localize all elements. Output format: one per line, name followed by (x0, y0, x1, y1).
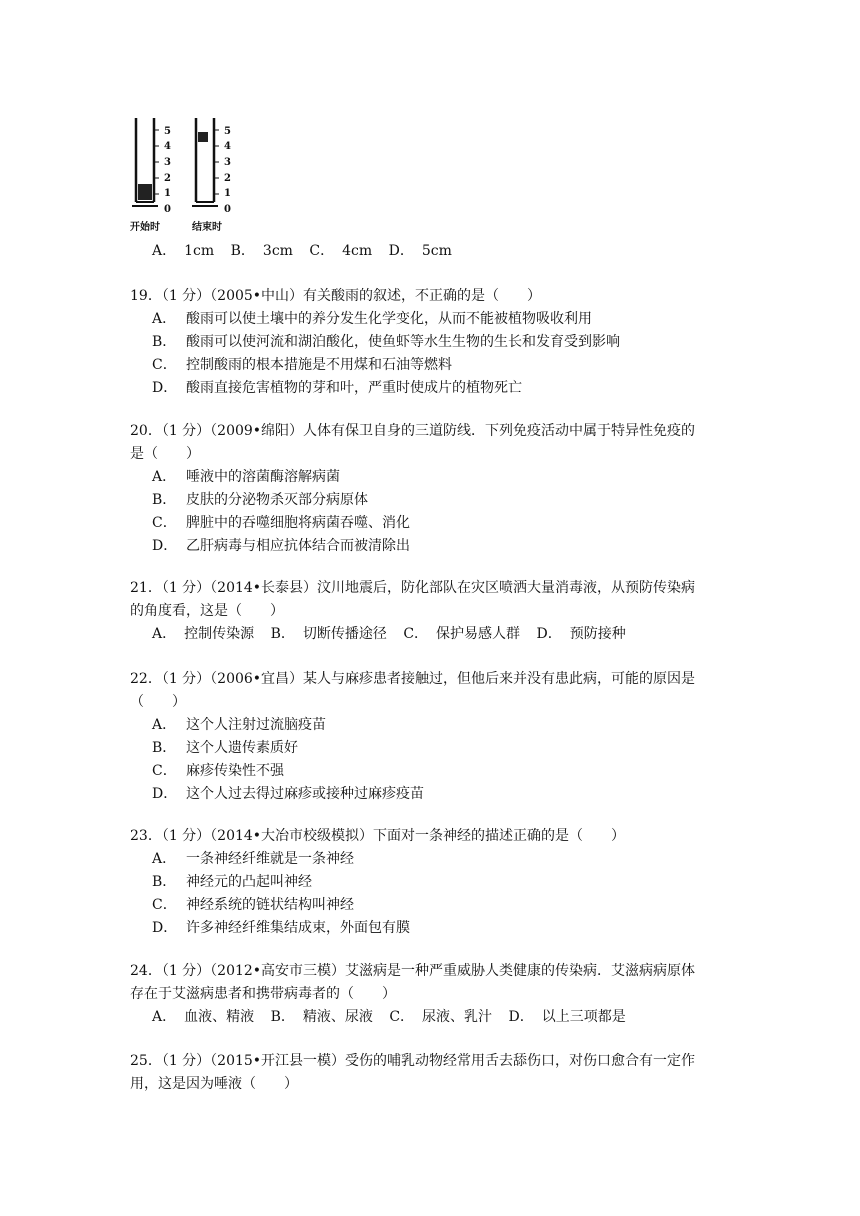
option-label: A． (152, 851, 177, 867)
question-stem: 用，这是因为唾液（ ） (130, 1076, 298, 1092)
question-stem: （ ） (130, 694, 186, 710)
question-24 (130, 960, 730, 1029)
option-label: A． (152, 243, 177, 259)
question-stem: 存在于艾滋病患者和携带病毒者的（ ） (130, 986, 396, 1002)
option-label: D． (152, 920, 178, 936)
option-text: 麻疹传染性不强 (186, 763, 284, 779)
question-stem: 23．（1 分）（2014•大冶市校级模拟）下面对一条神经的描述正确的是（ ） (130, 828, 626, 844)
option-label: B． (270, 1009, 295, 1025)
tube-end (192, 118, 231, 215)
question-stem: 的角度看，这是（ ） (130, 603, 284, 619)
option-text: 5cm (421, 243, 452, 259)
option-label: C． (152, 897, 177, 913)
option-label: A． (152, 717, 177, 733)
option-label: A． (152, 469, 177, 485)
scale-label: 4 (164, 141, 171, 152)
option-label: C． (309, 243, 335, 259)
question-21 (130, 577, 730, 646)
option-text: 以上三项都是 (541, 1009, 626, 1025)
option-text: 酸雨可以使土壤中的养分发生化学变化，从而不能被植物吸收利用 (186, 311, 592, 327)
option-text: 神经元的凸起叫神经 (186, 874, 312, 890)
option-text: 控制酸雨的根本措施是不用煤和石油等燃料 (186, 357, 452, 373)
question-18-options (130, 240, 730, 263)
option-label: D． (152, 380, 178, 396)
option-label: B． (152, 874, 177, 890)
option-text: 这个人过去得过麻疹或接种过麻疹疫苗 (186, 786, 424, 802)
option-text: 预防接种 (569, 626, 626, 642)
option-text: 保护易感人群 (436, 626, 521, 642)
option-label: A． (152, 626, 177, 642)
option-text: 尿液、乳汁 (422, 1009, 493, 1025)
option-text: 皮肤的分泌物杀灭部分病原体 (186, 492, 368, 508)
scale-label: 5 (164, 126, 171, 137)
question-20 (130, 420, 730, 558)
option-label: C． (389, 1009, 415, 1025)
option-text: 脾脏中的吞噬细胞将病菌吞噬、消化 (186, 515, 410, 531)
option-text: 4cm (342, 243, 373, 259)
question-25 (130, 1050, 730, 1096)
option-text: 血液、精液 (184, 1009, 255, 1025)
scale-label: 1 (224, 188, 231, 199)
tube-diagram (128, 110, 258, 236)
question-stem: 25．（1 分）（2015•开江县一模）受伤的哺乳动物经常用舌去舔伤口，对伤口愈合有一定作 (130, 1053, 696, 1069)
option-label: D． (508, 1009, 534, 1025)
option-text: 唾液中的溶菌酶溶解病菌 (186, 469, 340, 485)
option-label: D． (152, 538, 178, 554)
question-23 (130, 825, 730, 940)
option-text: 精液、尿液 (302, 1009, 373, 1025)
option-label: B． (230, 243, 255, 259)
option-label: B． (152, 492, 177, 508)
option-text: 控制传染源 (184, 626, 255, 642)
option-text: 1cm (184, 243, 215, 259)
option-text: 3cm (262, 243, 293, 259)
caption-start: 开始时 (130, 222, 160, 233)
option-text: 这个人遗传素质好 (186, 740, 298, 756)
scale-label: 3 (164, 157, 171, 168)
option-label: D． (152, 786, 178, 802)
question-stem: 20．（1 分）（2009•绵阳）人体有保卫自身的三道防线．下列免疫活动中属于特异性免疫的 (130, 423, 696, 439)
scale-label: 0 (224, 204, 231, 215)
question-stem: 是（ ） (130, 446, 200, 462)
question-stem: 22．（1 分）（2006•宜昌）某人与麻疹患者接触过，但他后来并没有患此病，可能的原因是 (130, 671, 696, 687)
option-label: B． (152, 740, 177, 756)
scale-label: 2 (164, 173, 171, 184)
option-text: 许多神经纤维集结成束，外面包有膜 (186, 920, 410, 936)
scale-label: 5 (224, 126, 231, 137)
option-text: 一条神经纤维就是一条神经 (186, 851, 354, 867)
measuring-tube-figure (128, 110, 258, 236)
option-text: 酸雨可以使河流和湖泊酸化，使鱼虾等水生生物的生长和发育受到影响 (186, 334, 620, 350)
option-label: C． (403, 626, 429, 642)
option-label: A． (152, 311, 177, 327)
option-label: B． (270, 626, 295, 642)
scale-label: 3 (224, 157, 231, 168)
question-stem: 21．（1 分）（2014•长泰县）汶川地震后，防化部队在灾区喷洒大量消毒液，从预防传染病 (130, 580, 696, 596)
option-label: C． (152, 515, 177, 531)
question-22 (130, 668, 730, 806)
option-text: 乙肝病毒与相应抗体结合而被清除出 (186, 538, 410, 554)
option-label: D． (388, 243, 414, 259)
option-text: 切断传播途径 (302, 626, 387, 642)
scale-label: 1 (164, 188, 171, 199)
scale-label: 0 (164, 204, 171, 215)
option-label: C． (152, 763, 177, 779)
option-label: D． (536, 626, 562, 642)
option-text: 神经系统的链状结构叫神经 (186, 897, 354, 913)
scale-label: 2 (224, 173, 231, 184)
option-label: A． (152, 1009, 177, 1025)
option-text: 酸雨直接危害植物的芽和叶，严重时使成片的植物死亡 (186, 380, 522, 396)
option-text: 这个人注射过流脑疫苗 (186, 717, 326, 733)
question-stem: 19．（1 分）（2005•中山）有关酸雨的叙述，不正确的是（ ） (130, 288, 542, 304)
question-19 (130, 285, 730, 400)
option-label: B． (152, 334, 177, 350)
option-label: C． (152, 357, 177, 373)
scale-label: 4 (224, 141, 231, 152)
question-stem: 24．（1 分）（2012•高安市三模）艾滋病是一种严重威胁人类健康的传染病．艾滋病病原体 (130, 963, 696, 979)
tube-start (132, 118, 171, 215)
caption-end: 结束时 (192, 222, 222, 233)
